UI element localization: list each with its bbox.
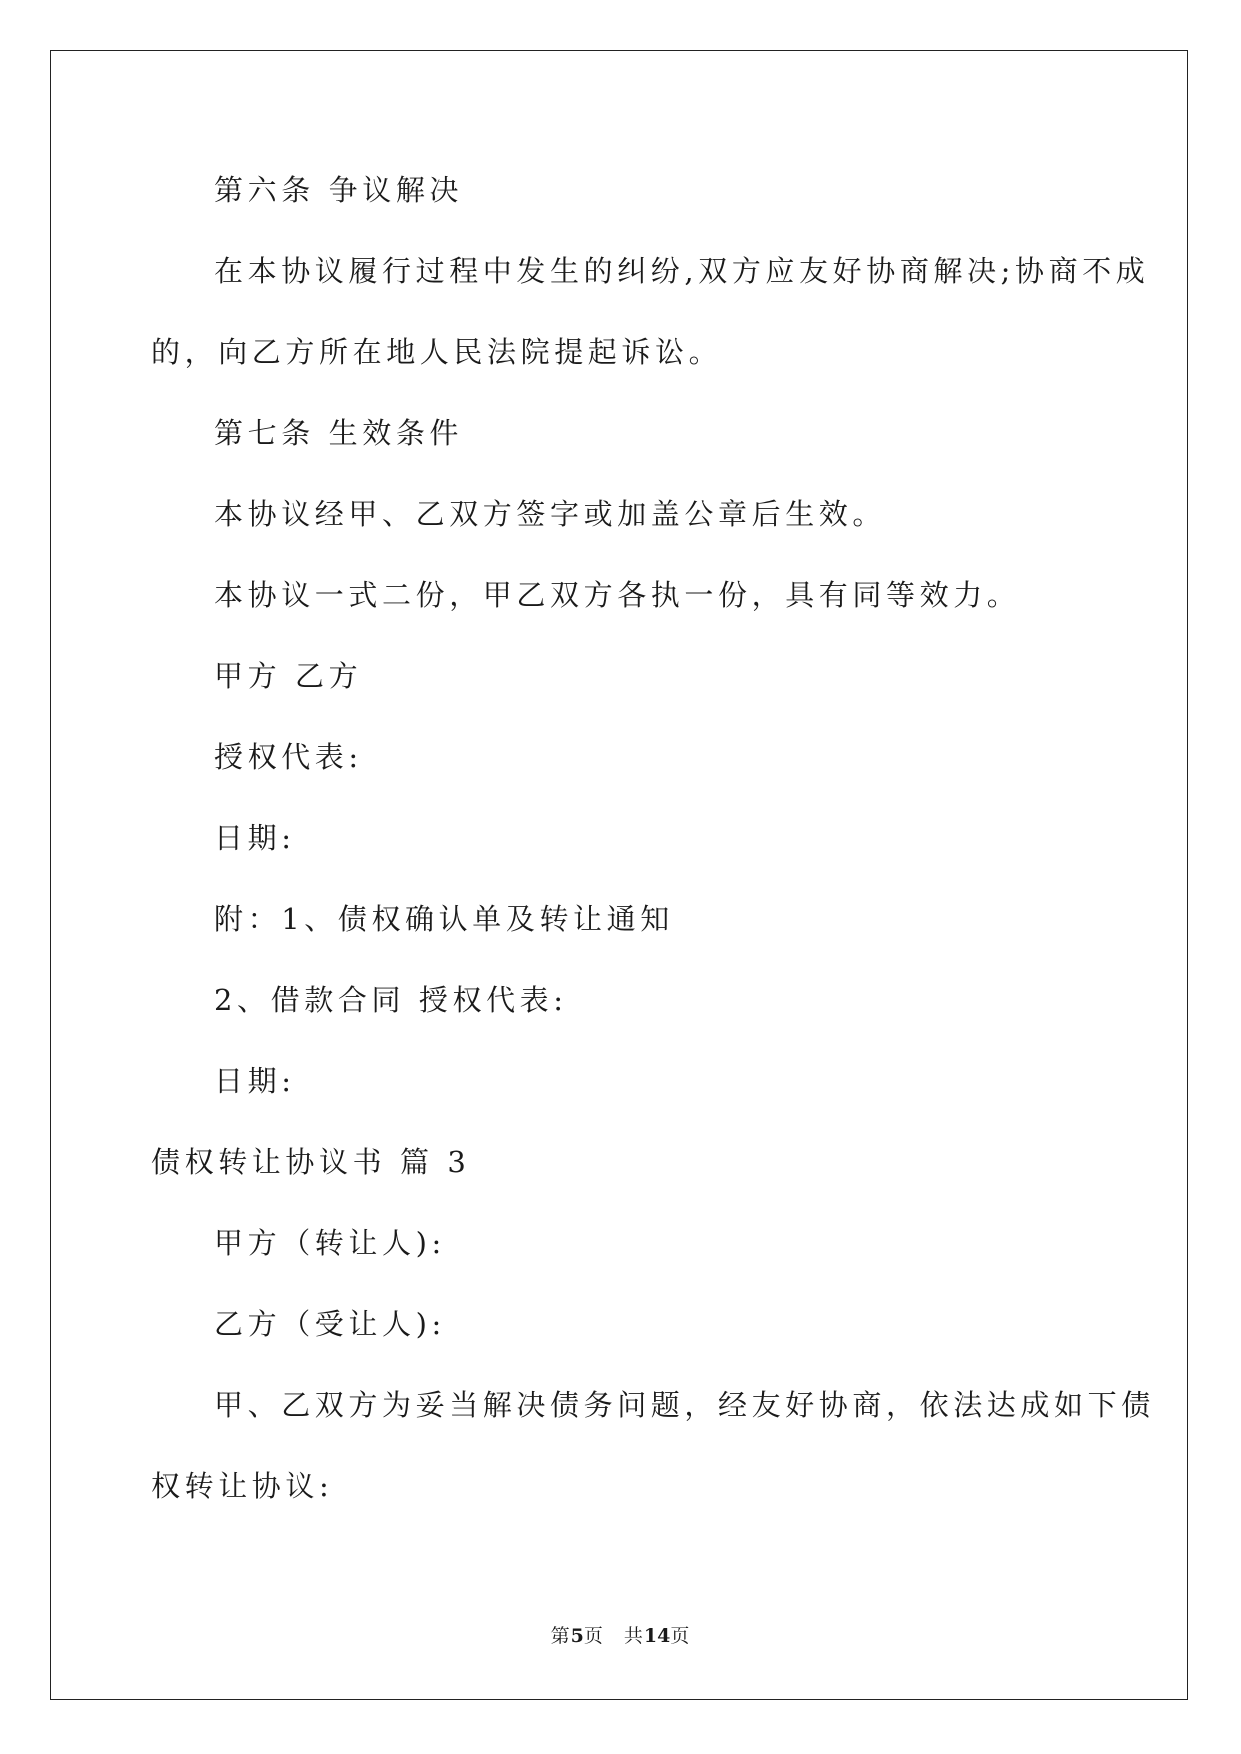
article-7-paragraph-2: 本协议一式二份，甲乙双方各执一份，具有同等效力。 xyxy=(214,578,1021,612)
article-7-heading: 第七条 生效条件 xyxy=(214,416,464,450)
authorized-representative: 授权代表: xyxy=(214,740,363,774)
attachment-2: 2、借款合同 授权代表: xyxy=(214,983,568,1017)
date-label-2: 日期: xyxy=(214,1064,296,1098)
article-6-paragraph-line-1: 在本协议履行过程中发生的纠纷,双方应友好协商解决;协商不成 xyxy=(214,254,1150,288)
date-label: 日期: xyxy=(214,821,296,855)
party-b-transferee: 乙方（受让人): xyxy=(214,1307,446,1341)
article-6-heading: 第六条 争议解决 xyxy=(214,173,464,207)
footer-middle: 页 共 xyxy=(583,1625,644,1647)
page-footer xyxy=(0,1624,1241,1648)
attachment-1: 附：1、债权确认单及转让通知 xyxy=(214,902,674,936)
section-title: 债权转让协议书 篇 3 xyxy=(151,1145,471,1179)
preamble-line-2: 权转让协议: xyxy=(151,1469,334,1503)
current-page-number: 5 xyxy=(570,1625,584,1647)
party-a-transferor: 甲方（转让人): xyxy=(214,1226,446,1260)
preamble-line-1: 甲、乙双方为妥当解决债务问题，经友好协商，依法达成如下债 xyxy=(214,1388,1155,1422)
article-7-paragraph-1: 本协议经甲、乙双方签字或加盖公章后生效。 xyxy=(214,497,887,531)
article-6-paragraph-line-2: 的，向乙方所在地人民法院提起诉讼。 xyxy=(151,335,723,369)
footer-suffix: 页 xyxy=(670,1625,691,1647)
page-border xyxy=(50,50,1188,1700)
footer-prefix: 第 xyxy=(550,1625,571,1647)
total-pages-number: 14 xyxy=(643,1625,671,1647)
party-labels: 甲方 乙方 xyxy=(214,659,363,693)
